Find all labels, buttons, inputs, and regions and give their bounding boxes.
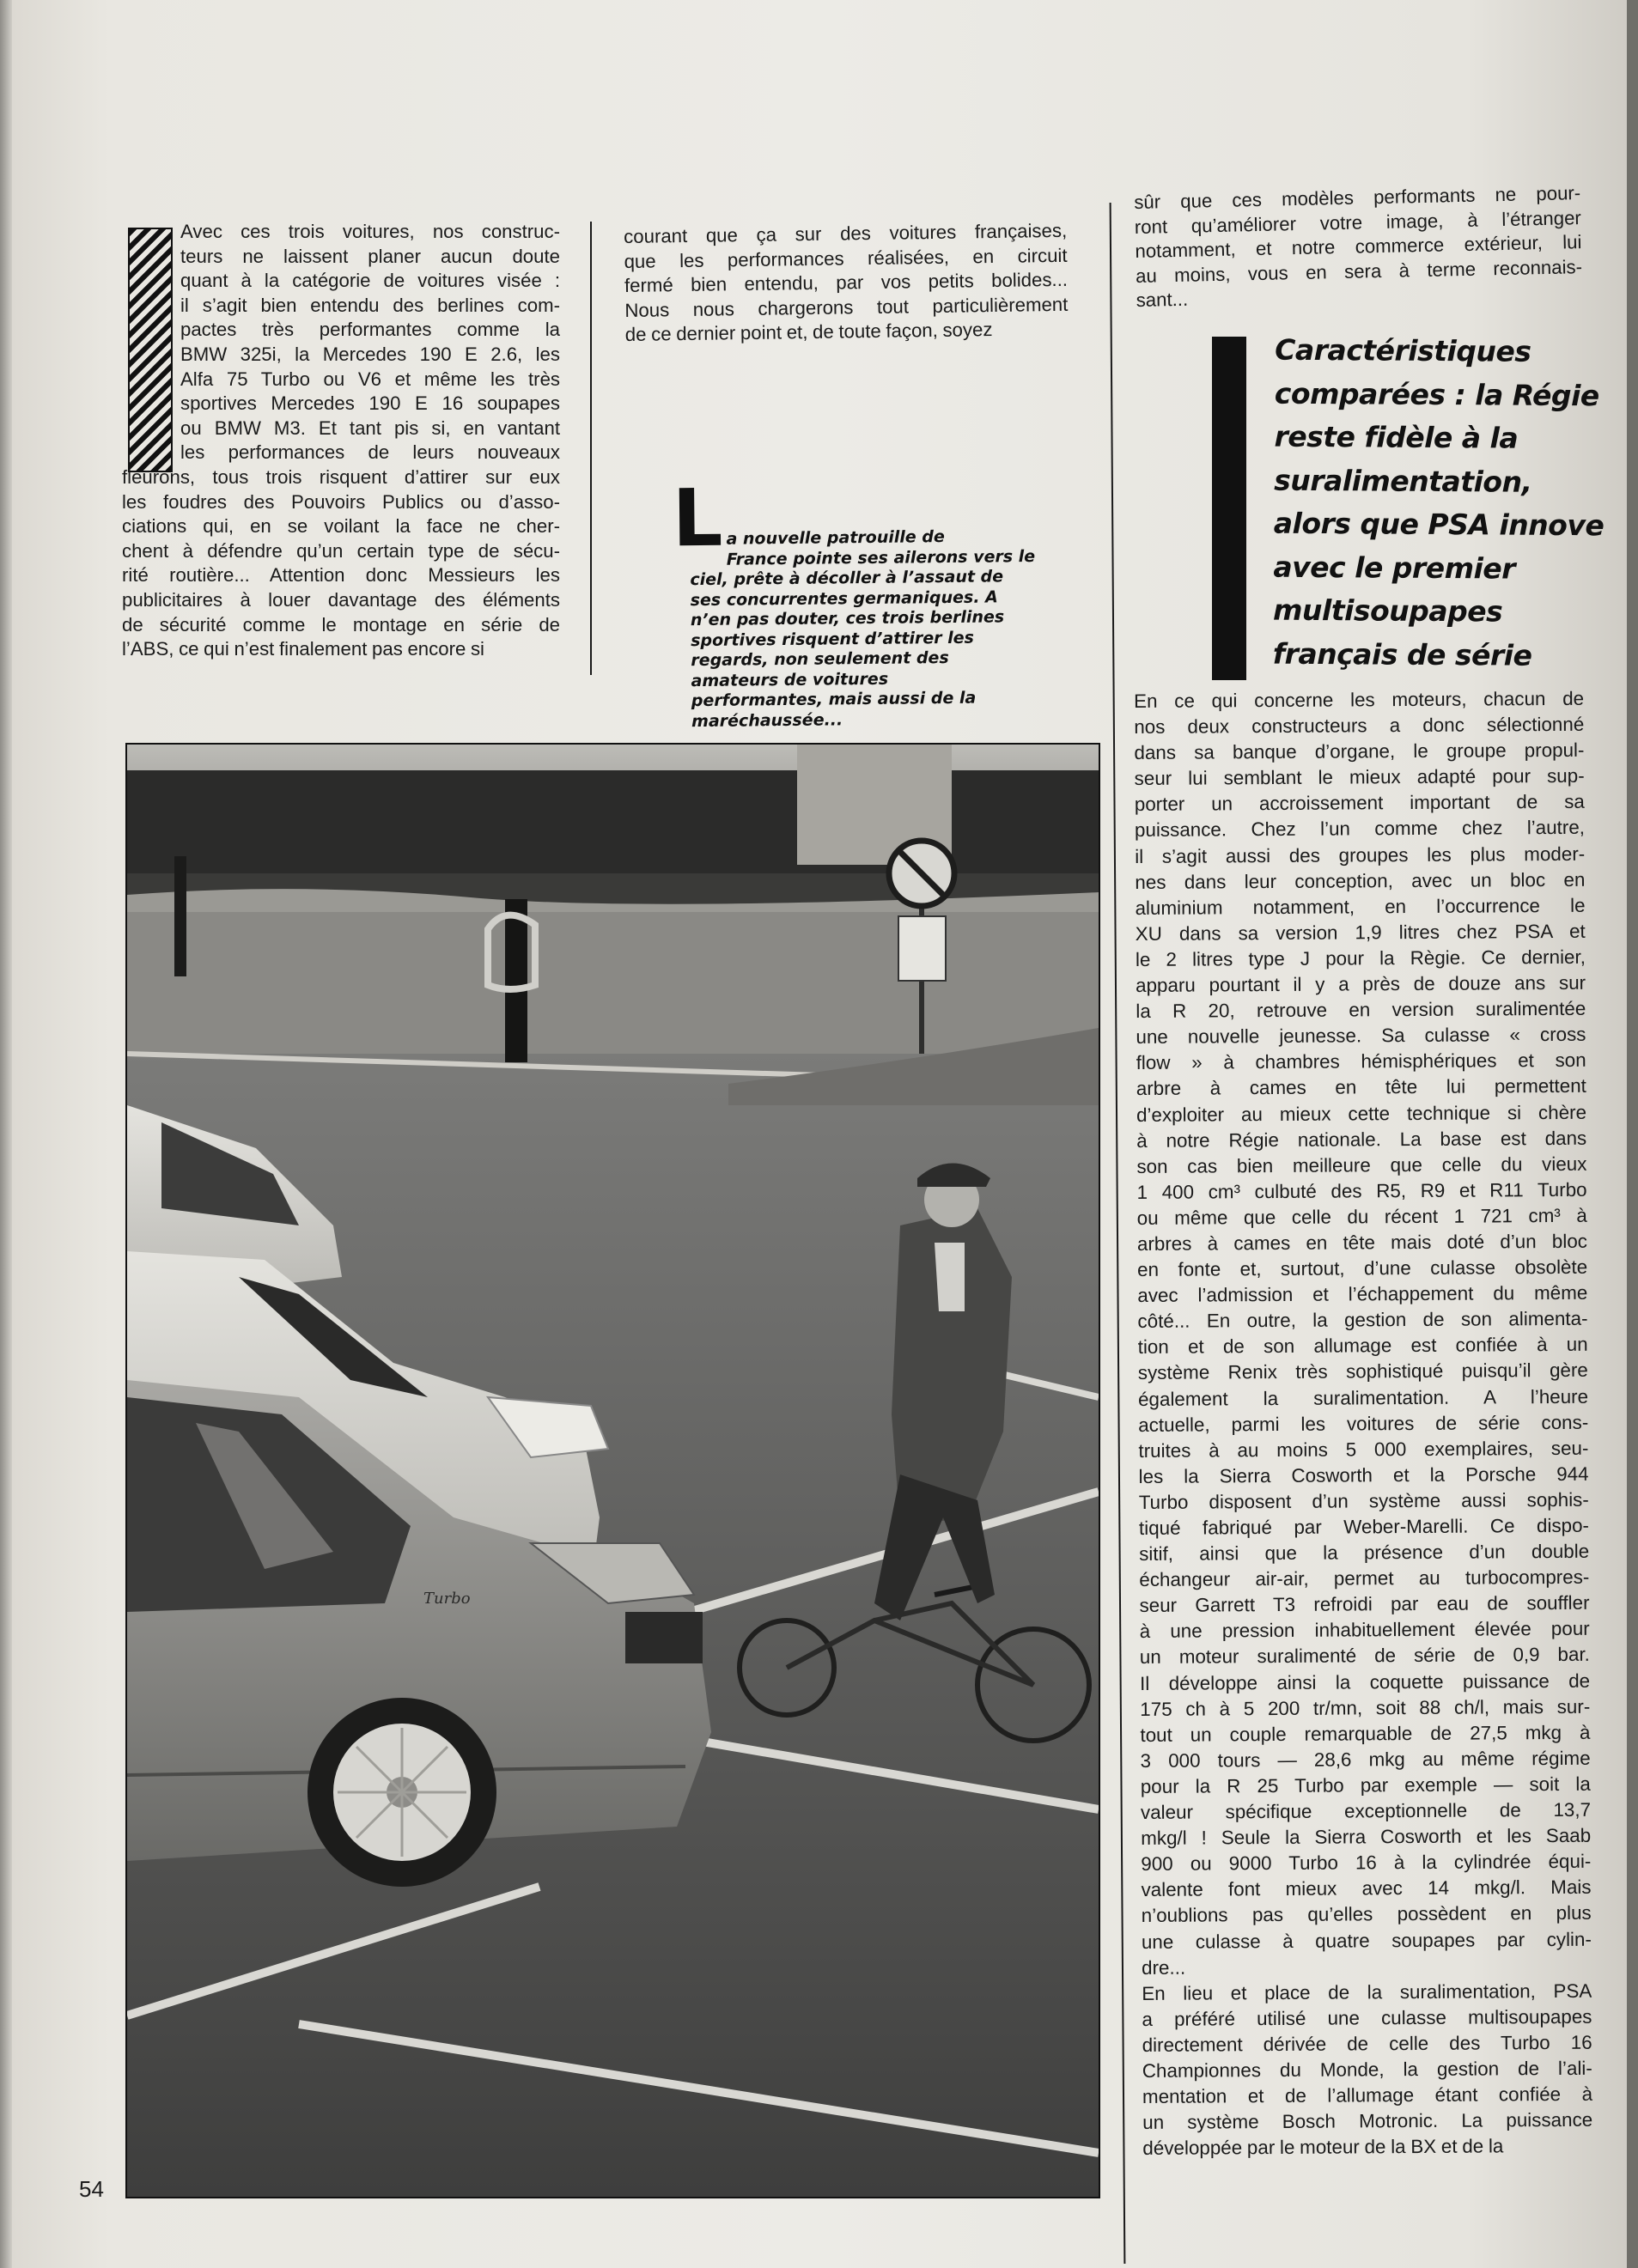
text-line: sitif, ainsi que la présence d’un double [1139, 1540, 1590, 1566]
caption-line: a nouvelle patrouille de [726, 527, 945, 549]
heading-line: reste fidèle à la [1274, 419, 1519, 455]
text-line: tiqué fabriqué par Weber-Marelli. Ce dispo- [1138, 1514, 1590, 1539]
page-number: 54 [79, 2176, 104, 2202]
text-line: En ce qui concerne les moteurs, chacun de [1134, 687, 1585, 712]
page-binding-edge [0, 0, 12, 2268]
text-line: n’oublions pas qu’elles possèdent en plus [1141, 1902, 1592, 1927]
photo-caption [672, 471, 1044, 732]
text-line: développée par le moteur de la BX et de la [1142, 2135, 1504, 2160]
text-line: nos deux constructeurs a donc sélectionné [1134, 713, 1585, 739]
text-line: aluminium notamment, en l’occurrence le [1135, 894, 1586, 919]
text-line: publicitaires à louer davantage des éléments [122, 588, 560, 611]
text-line: un système Bosch Motronic. La puissance [1142, 2108, 1593, 2134]
text-line: Avec ces trois voitures, nos construc- [180, 221, 560, 242]
column-right-top [1134, 181, 1583, 313]
text-line: arbres à cames en tête mais doté d’un bloc [1136, 1230, 1588, 1255]
bollard [505, 899, 527, 1062]
text-line: sant... [1136, 289, 1189, 312]
column-rule-right [1110, 203, 1126, 2264]
heading-text [1272, 329, 1605, 678]
text-line: 900 ou 9000 Turbo 16 à la cylindrée équi- [1141, 1850, 1592, 1876]
text-line: notamment, et notre commerce extérieur, lui [1135, 231, 1582, 263]
heading-line: avec le premier [1273, 550, 1516, 586]
text-line: dans sa banque d’organe, le groupe propul- [1134, 739, 1585, 764]
text-line: il s’agit aussi des groupes les plus moder- [1135, 842, 1586, 867]
caption-line: amateurs de voitures [691, 669, 889, 690]
sign-plate [898, 916, 946, 981]
text-line: rité routière... Attention donc Messieurs les [122, 564, 560, 587]
column-left [180, 220, 560, 465]
text-line: fermé bien entendu, par vos petits bolides... [624, 268, 1069, 297]
heading-line: Caractéristiques [1275, 332, 1531, 368]
text-line: pour la R 25 Turbo par exemple — soit la [1140, 1772, 1591, 1797]
text-line: seur lui semblant le mieux adapté pour sup- [1134, 765, 1585, 790]
text-line: sûr que ces modèles performants ne pour- [1134, 182, 1581, 213]
text-line: a préféré utilisé une culasse multisoupapes [1142, 2005, 1592, 2030]
text-line: sportives Mercedes 190 E 16 soupapes [180, 392, 560, 415]
sidewalk [127, 912, 1099, 1067]
text-line: un moteur suralimenté de série de 0,9 bar. [1139, 1644, 1590, 1669]
photo-illustration [127, 745, 1099, 2197]
text-line: ou BMW M3. Et tant pis si, en vantant [180, 417, 560, 439]
text-line: Alfa 75 Turbo ou V6 et même les très [180, 368, 560, 390]
text-line: de ce dernier point et, de toute façon, soyez [624, 319, 993, 346]
text-line: porter un accroissement important de sa [1134, 791, 1585, 816]
caption-line: France pointe ses ailerons vers le [726, 546, 1036, 569]
text-line: l’ABS, ce qui n’est finalement pas encore si [122, 638, 484, 660]
text-line: Championnes du Monde, la gestion de l’ali- [1142, 2057, 1592, 2082]
section-hatch-marker [128, 228, 173, 472]
text-line: mentation et de l’allumage étant confiée à [1142, 2083, 1593, 2108]
heading-line: français de série [1272, 636, 1532, 672]
text-line: le 2 litres type J pour la Règie. Ce dernier, [1135, 946, 1586, 970]
text-line: teurs ne laissent planer aucun doute [180, 245, 560, 267]
magazine-page [12, 0, 1627, 2268]
heading-line: suralimentation, [1274, 463, 1532, 499]
heading-line: multisoupapes [1272, 593, 1503, 629]
text-line: apparu pourtant il y a près de douze ans sur [1136, 971, 1586, 997]
text-line: nes dans leur conception, avec un bloc en [1135, 868, 1586, 893]
text-line: une culasse à quatre soupapes par cylin- [1141, 1928, 1592, 1953]
text-line: tion et de son allumage est confiée à un [1137, 1334, 1588, 1359]
tail-light [625, 1612, 703, 1663]
text-line: quant à la catégorie de voitures visée : [180, 270, 560, 292]
photo-cars-and-cyclist [125, 743, 1100, 2198]
heading-black-bar [1212, 337, 1246, 680]
caption-line: ses concurrentes germaniques. A [690, 587, 998, 610]
text-line: 175 ch à 5 200 tr/mn, soit 88 ch/l, mais sur- [1140, 1695, 1591, 1720]
text-line: actuelle, parmi les voitures de série cons- [1138, 1411, 1589, 1436]
text-line: dre... [1142, 1956, 1186, 1979]
section-heading [1212, 332, 1607, 680]
text-line: à notre Régie nationale. La base est dans [1136, 1127, 1587, 1152]
text-line: fleurons, tous trois risquent d’attirer sur eux [122, 466, 560, 488]
caption-drop-letter: L [672, 471, 723, 565]
text-line: la R 20, retrouve en version suralimentée [1136, 997, 1586, 1023]
caption-line: n’en pas douter, ces trois berlines [690, 607, 1005, 630]
text-line: au moins, vous en sera à terme reconnais- [1135, 255, 1583, 287]
column-rule-left [590, 222, 592, 675]
heading-line: alors que PSA innove [1273, 506, 1605, 543]
heading-line: comparées : la Régie [1274, 376, 1599, 412]
caption-line: ciel, prête à décoller à l’assaut de [690, 567, 1004, 590]
text-line: une nouvelle jeunesse. Sa culasse « cross [1136, 1024, 1586, 1049]
text-line: côté... En outre, la gestion de son alimenta- [1137, 1308, 1588, 1333]
text-line: ou même que celle du récent 1 721 cm³ à [1136, 1204, 1587, 1229]
text-line: flow » à chambres hémisphériques et son [1136, 1049, 1586, 1074]
text-line: son cas bien meilleure que celle du vieux [1136, 1152, 1587, 1177]
text-line: système Renix très sophistiqué puisqu’il gère [1137, 1359, 1588, 1384]
column-middle [624, 219, 1069, 348]
text-line: de sécurité comme le montage en série de [122, 613, 560, 635]
trunk-badge: Turbo [423, 1590, 471, 1608]
text-line: échangeur air-air, permet au turbocompres- [1139, 1566, 1590, 1591]
text-line: Turbo disposent d’un système aussi sophis- [1138, 1488, 1589, 1513]
text-line: avec l’admission et l’échappement du même [1137, 1281, 1588, 1307]
text-line: 3 000 tours — 28,6 mkg au même régime [1140, 1747, 1591, 1772]
column-right-body [1134, 686, 1592, 2162]
text-line: mkg/l ! Seule la Sierra Cosworth et les Saab [1141, 1824, 1592, 1850]
text-line: BMW 325i, la Mercedes 190 E 2.6, les [180, 343, 560, 365]
text-line: truites à au moins 5 000 exemplaires, seu- [1138, 1437, 1589, 1462]
text-line: XU dans sa version 1,9 litres chez PSA et [1135, 920, 1586, 945]
text-line: il s’agit bien entendu des berlines com- [180, 294, 560, 316]
text-line: en fonte et, surtout, d’une culasse obsolète [1137, 1256, 1588, 1281]
caption-line: sportives risquent d’attirer les [691, 628, 975, 650]
text-line: valente font mieux avec 14 mkg/l. Mais [1141, 1876, 1592, 1901]
text-line: tout un couple remarquable de 27,5 mkg à [1140, 1721, 1591, 1746]
text-line: arbre à cames en tête lui permettent [1136, 1075, 1586, 1100]
text-line: également la suralimentation. A l’heure [1137, 1385, 1589, 1410]
text-line: 1 400 cm³ culbuté des R5, R9 et R11 Turbo [1136, 1178, 1587, 1203]
text-line: courant que ça sur des voitures françaises, [624, 219, 1068, 247]
text-line: seur Garrett T3 refroidi par eau de souffler [1139, 1592, 1590, 1617]
bollard [174, 856, 186, 976]
caption-line: regards, non seulement des [691, 648, 949, 671]
text-line: les foudres des Pouvoirs Publics ou d’asso- [122, 490, 560, 513]
text-line: ciations qui, en se voilant la face ne cher- [122, 515, 560, 538]
text-line: d’exploiter au mieux cette technique si chère [1136, 1101, 1587, 1126]
text-line: directement dérivée de celle des Turbo 16 [1142, 2031, 1592, 2056]
text-line: à une pression inhabituellement élevée pour [1139, 1618, 1590, 1643]
text-line: puissance. Chez l’un comme chez l’autre, [1134, 817, 1586, 842]
text-line: les performances de leurs nouveaux [180, 441, 560, 464]
text-line: chent à défendre qu’un certain type de sécu- [122, 539, 560, 562]
text-line: Nous nous chargerons tout particulièrement [624, 293, 1069, 321]
text-line: ront qu’améliorer votre image, à l’étranger [1134, 206, 1582, 238]
caption-line: performantes, mais aussi de la [691, 688, 977, 711]
text-line: les la Sierra Cosworth et la Porsche 944 [1138, 1462, 1589, 1487]
text-line: valeur spécifique exceptionnelle de 13,7 [1140, 1798, 1592, 1824]
text-line: Il développe ainsi la coquette puissance de [1139, 1669, 1591, 1694]
text-line: pactes très performantes comme la [180, 319, 560, 341]
column-left-continuation [122, 465, 560, 662]
text-line: que les performances réalisées, en circuit [624, 244, 1068, 272]
text-line: En lieu et place de la suralimentation, PSA [1142, 1979, 1592, 2004]
caption-line: maréchaussée... [691, 709, 843, 731]
